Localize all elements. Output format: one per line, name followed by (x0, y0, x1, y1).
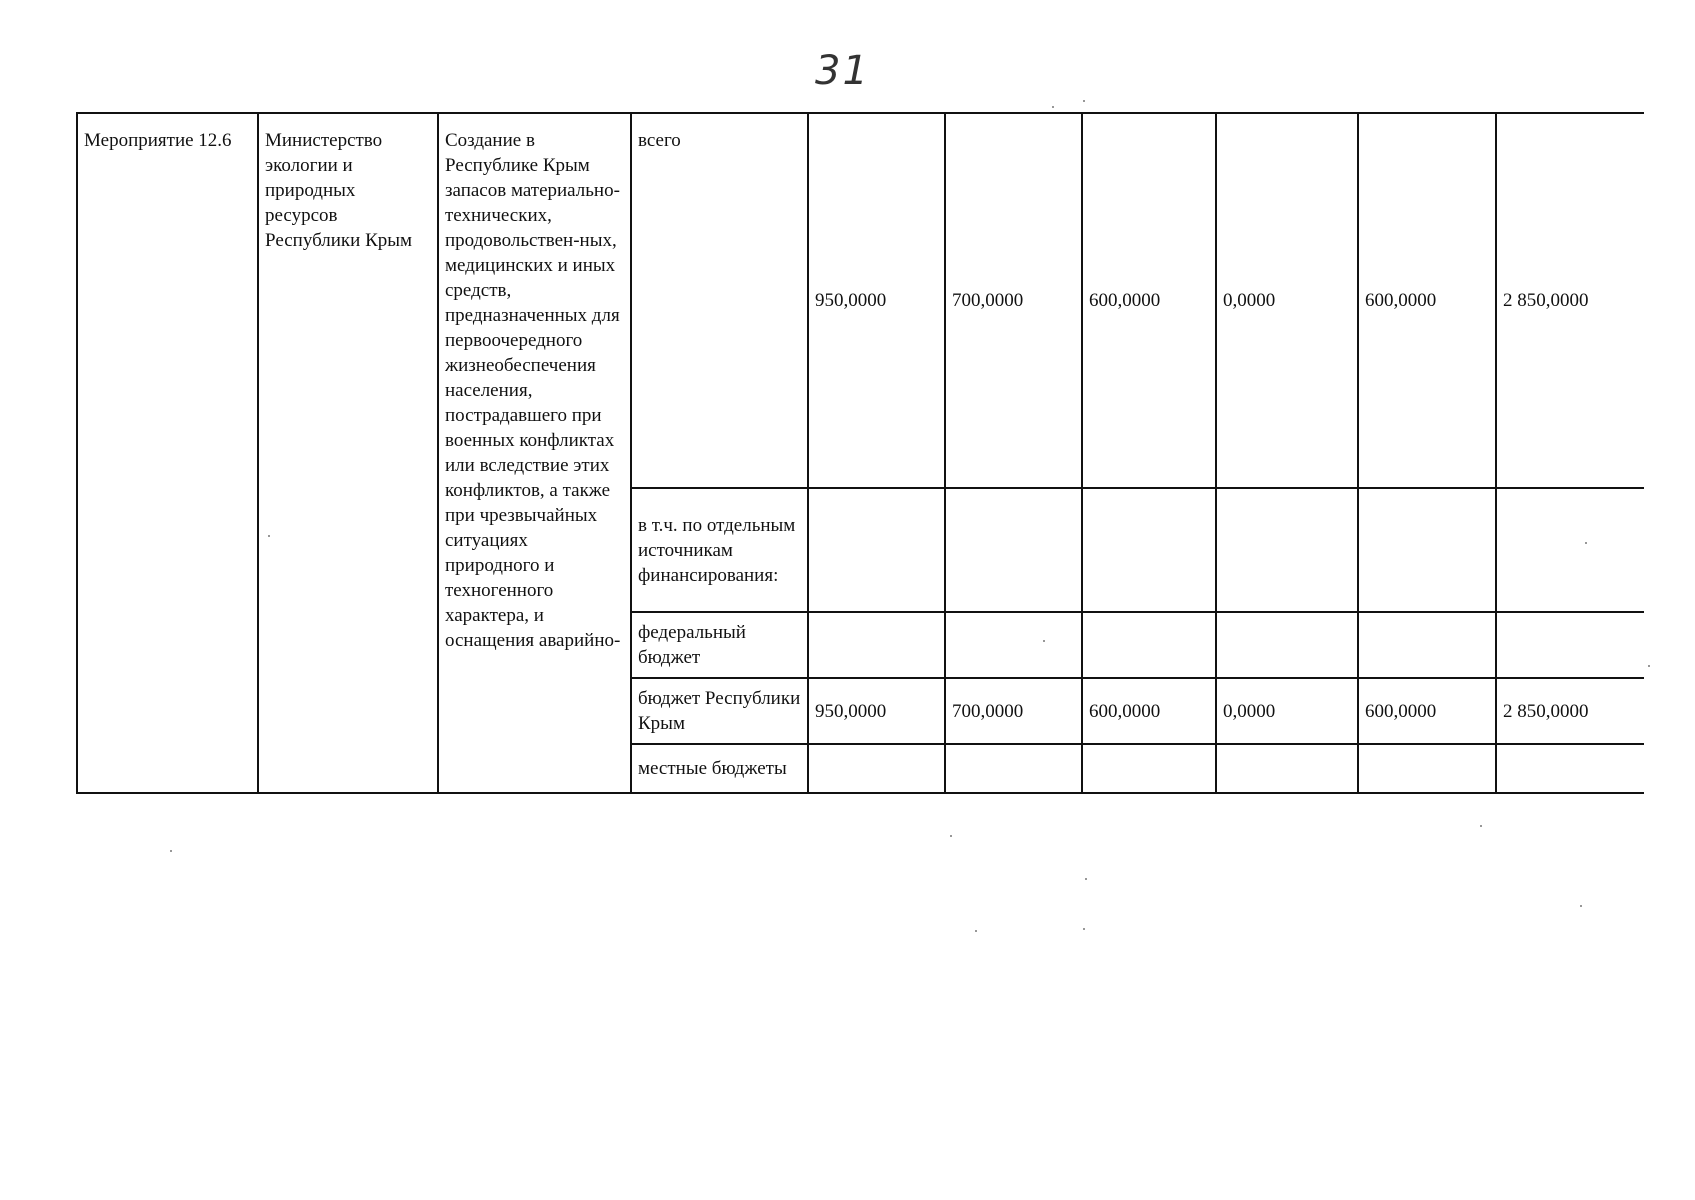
scan-speck (975, 930, 977, 932)
value-cell (945, 488, 1082, 612)
value-cell: 600,0000 (1082, 678, 1216, 744)
value-cell (1216, 488, 1358, 612)
budget-table (76, 112, 1644, 794)
scan-speck (950, 835, 952, 837)
value-cell: 700,0000 (945, 113, 1082, 488)
activity-code: Мероприятие 12.6 (77, 113, 258, 793)
scan-speck (1580, 905, 1582, 907)
scan-speck (1083, 100, 1085, 102)
activity-description: Создание в Республике Крым запасов материально-технических, продовольствен-ных, медицинских и иных средств, предназначенных для первоочередного жизнеобеспечения населения, пострадавшего при военных конфликтах или вследствие этих конфликтов, а также при чрезвычайных ситуациях природного и техногенного характера, и оснащения аварийно- (438, 113, 631, 793)
value-cell-total: 2 850,0000 (1496, 678, 1644, 744)
value-cell (1082, 488, 1216, 612)
scan-speck (1085, 878, 1087, 880)
value-cell: 0,0000 (1216, 113, 1358, 488)
scan-speck (1480, 825, 1482, 827)
value-cell (1082, 744, 1216, 793)
value-cell (1358, 744, 1496, 793)
value-cell: 0,0000 (1216, 678, 1358, 744)
source-cell: в т.ч. по отдельным источникам финансирования: (631, 488, 808, 612)
value-cell: 950,0000 (808, 678, 945, 744)
scan-speck (1083, 928, 1085, 930)
value-cell (1082, 612, 1216, 678)
value-cell: 600,0000 (1082, 113, 1216, 488)
source-cell: федеральный бюджет (631, 612, 808, 678)
value-cell: 600,0000 (1358, 113, 1496, 488)
scan-speck (268, 535, 270, 537)
source-cell: всего (631, 113, 808, 488)
table-row (77, 113, 1644, 488)
scan-speck (1052, 106, 1054, 108)
value-cell (945, 612, 1082, 678)
value-cell (1358, 488, 1496, 612)
value-cell-total (1496, 744, 1644, 793)
source-cell: бюджет Республики Крым (631, 678, 808, 744)
value-cell (808, 488, 945, 612)
value-cell-total: 2 850,0000 (1496, 113, 1644, 488)
source-cell: местные бюджеты (631, 744, 808, 793)
value-cell (945, 744, 1082, 793)
value-cell (808, 744, 945, 793)
scan-speck (1585, 542, 1587, 544)
value-cell (1358, 612, 1496, 678)
value-cell-total (1496, 612, 1644, 678)
scan-speck (1648, 665, 1650, 667)
value-cell: 950,0000 (808, 113, 945, 488)
value-cell-total (1496, 488, 1644, 612)
page-number: 31 (815, 48, 870, 94)
scan-speck (170, 850, 172, 852)
value-cell: 600,0000 (1358, 678, 1496, 744)
value-cell: 700,0000 (945, 678, 1082, 744)
value-cell (808, 612, 945, 678)
executor-cell: Министерство экологии и природных ресурсов Республики Крым (258, 113, 438, 793)
scan-speck (1043, 640, 1045, 642)
value-cell (1216, 744, 1358, 793)
value-cell (1216, 612, 1358, 678)
